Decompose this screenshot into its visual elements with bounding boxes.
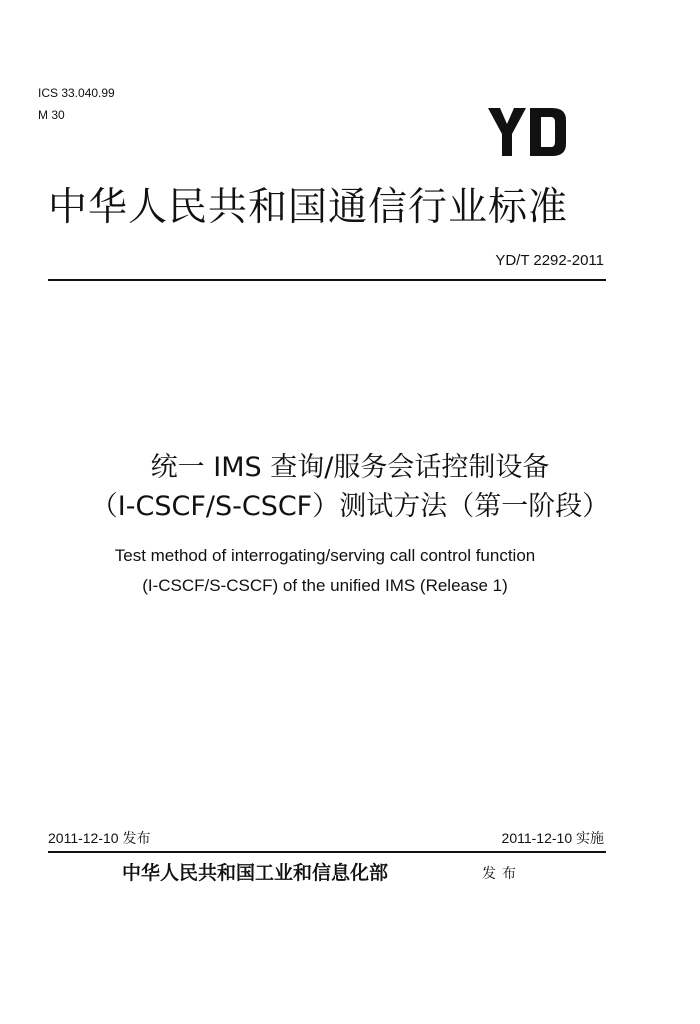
- ics-code: ICS 33.040.99: [38, 86, 115, 100]
- chinese-title-line-1: 统一 IMS 查询/服务会话控制设备: [150, 452, 550, 483]
- yd-logo: [488, 108, 568, 156]
- chinese-title-line-2: （I-CSCF/S-CSCF）测试方法（第一阶段）: [90, 491, 610, 522]
- english-title-line-2: (I-CSCF/S-CSCF) of the unified IMS (Release 1): [142, 576, 508, 595]
- ccs-code: M 30: [38, 108, 65, 122]
- bottom-divider: [48, 851, 606, 853]
- publisher-name: 中华人民共和国工业和信息化部: [122, 862, 389, 884]
- standard-category-title: 中华人民共和国通信行业标准: [48, 185, 569, 230]
- english-title-line-1: Test method of interrogating/serving call control function: [114, 546, 536, 565]
- issue-date: 2011-12-10 发布: [48, 830, 151, 846]
- publish-label: 发布: [482, 866, 522, 882]
- top-divider: [48, 279, 606, 281]
- standard-number: YD/T 2292-2011: [495, 252, 604, 269]
- implementation-date: 2011-12-10 实施: [501, 830, 604, 846]
